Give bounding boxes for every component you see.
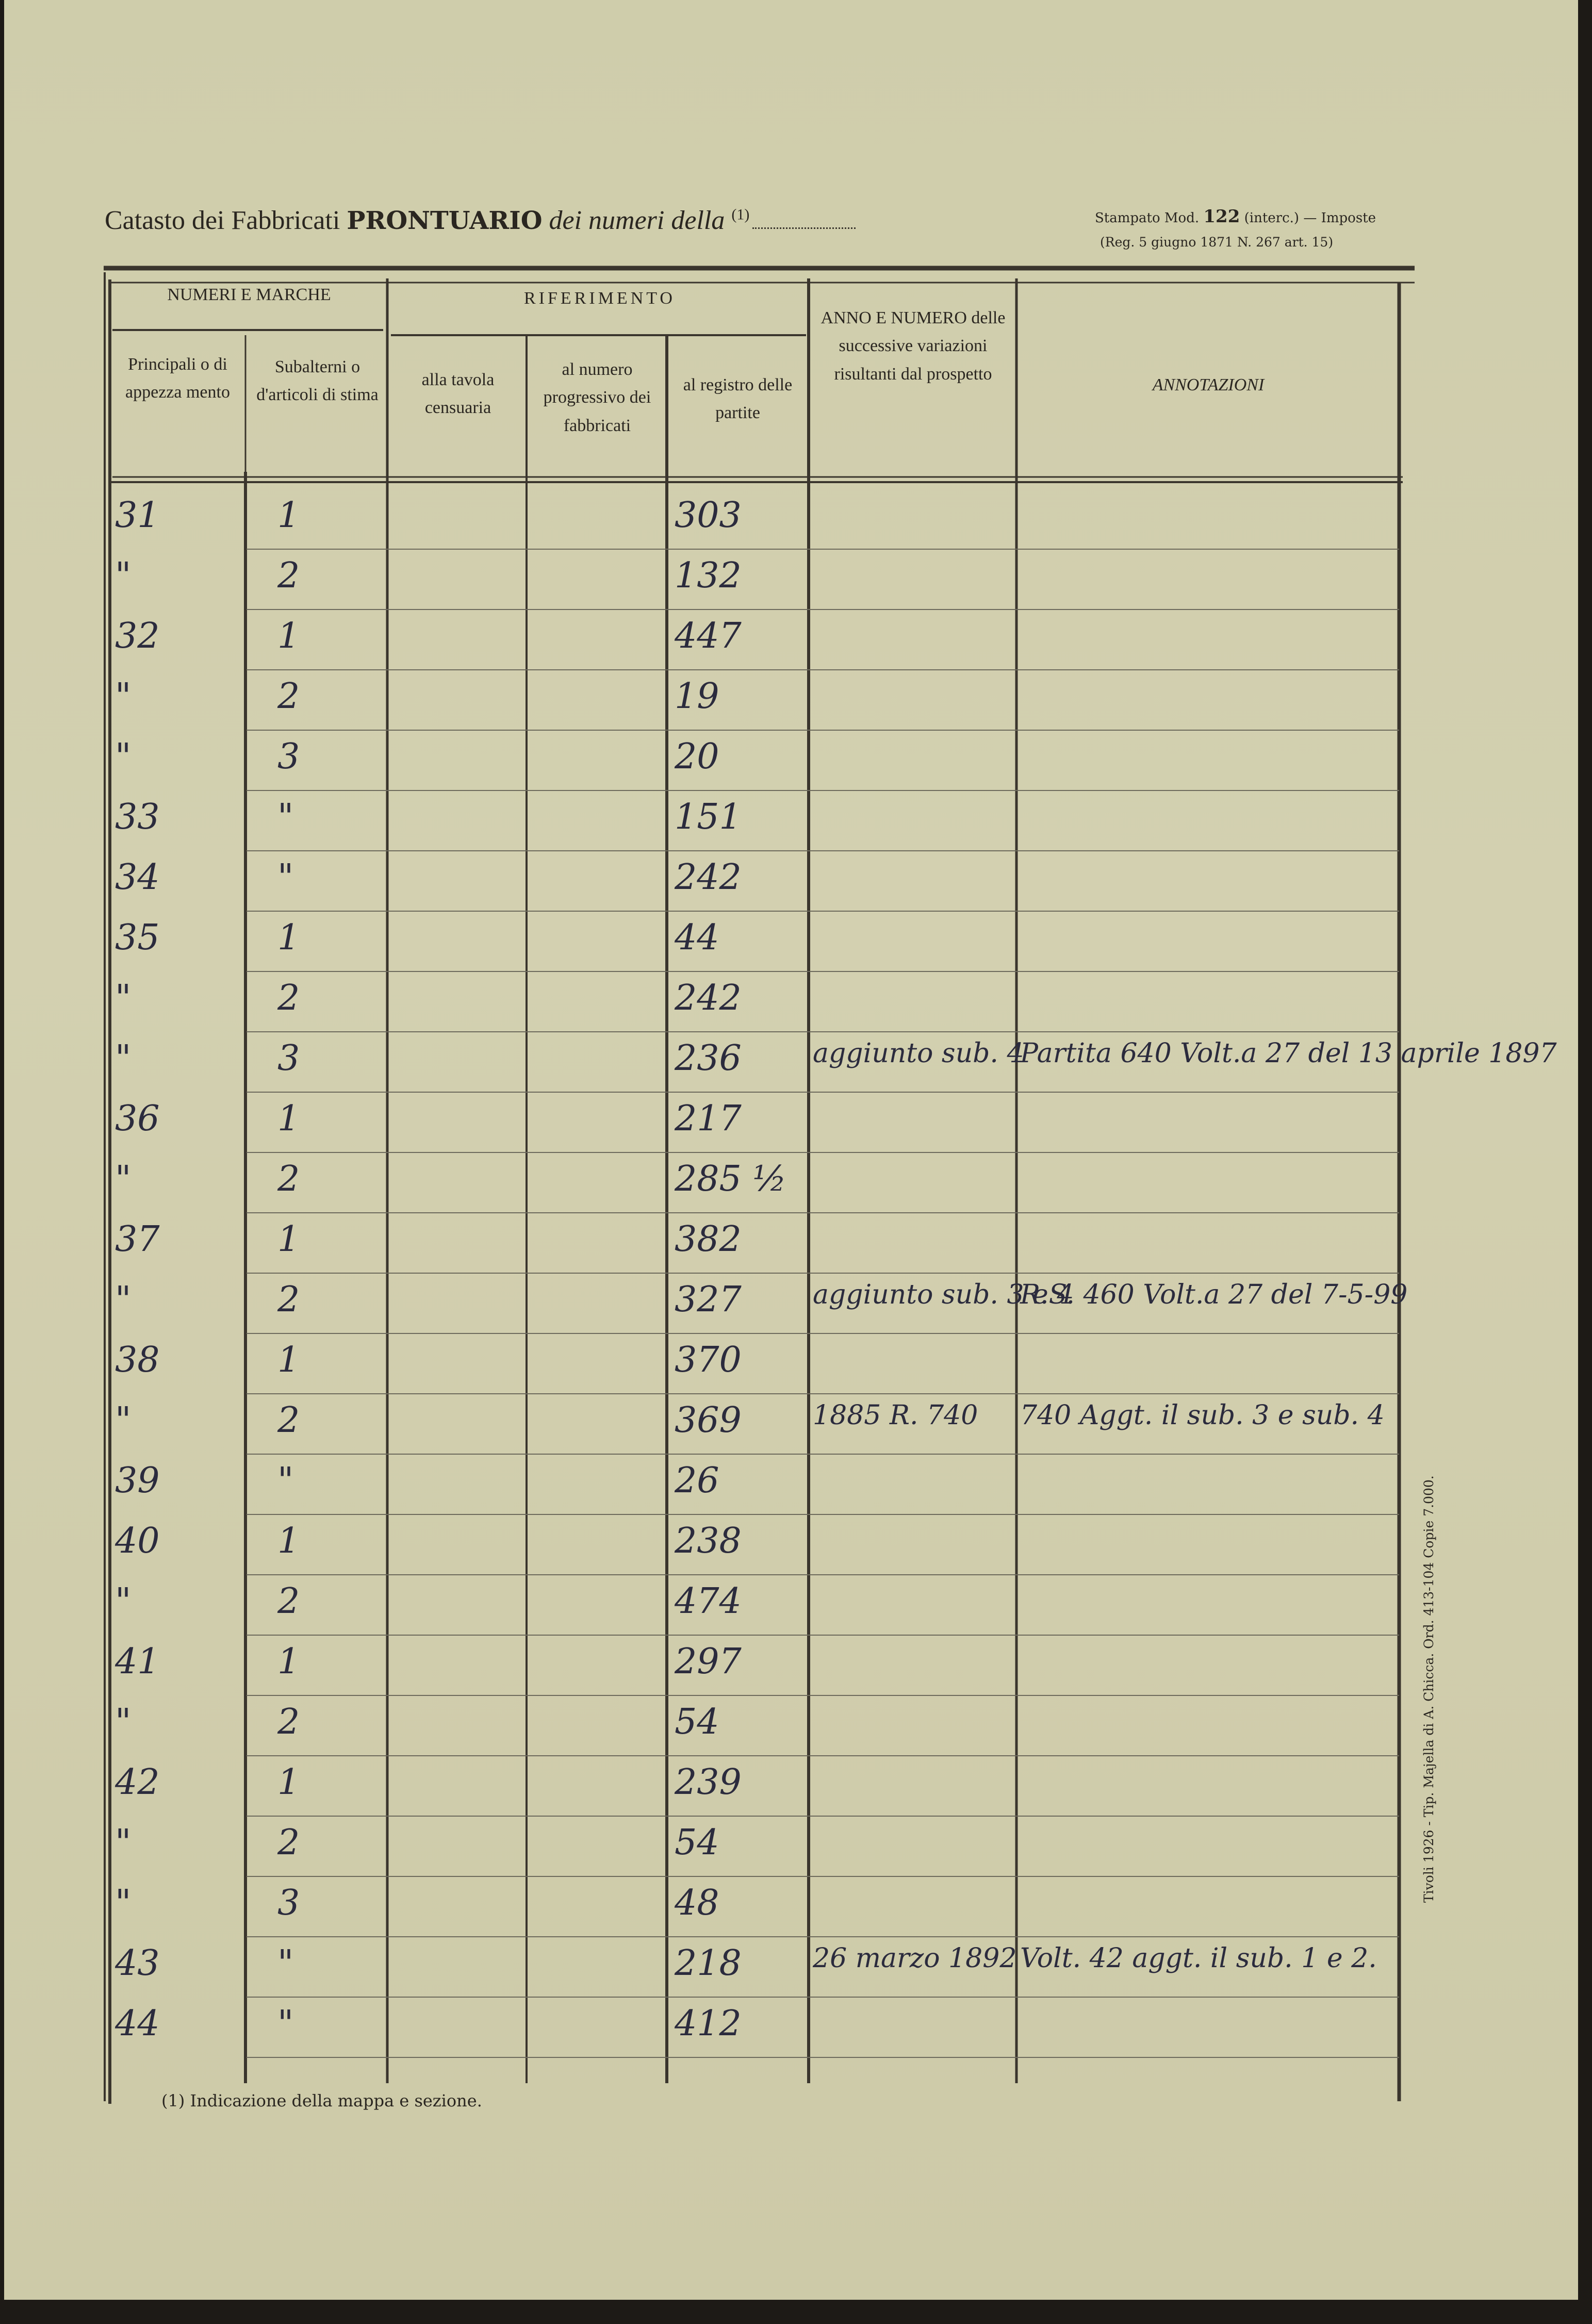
cell-registro: 369 <box>675 1400 742 1441</box>
cell-anno: 26 marzo 1892 <box>813 1943 1017 1974</box>
cell-registro: 236 <box>675 1038 742 1079</box>
cell-principale: 38 <box>115 1340 160 1380</box>
header-subalterni: Subalterni o d'articoli di stima <box>256 357 379 405</box>
cell-principale: " <box>115 1581 132 1622</box>
cell-principale: 42 <box>115 1762 160 1803</box>
cell-registro: 382 <box>675 1219 742 1260</box>
cell-annotazione: Partita 640 Volt.a 27 del 13 aprile 1897 <box>1020 1038 1557 1069</box>
header-annotazioni: ANNOTAZIONI <box>1152 375 1265 394</box>
cell-principale: 44 <box>115 2003 160 2044</box>
cell-subalterno: 2 <box>277 1581 300 1622</box>
cell-subalterno: 1 <box>277 1340 300 1380</box>
cell-registro: 370 <box>675 1340 742 1380</box>
cell-registro: 303 <box>675 495 742 536</box>
cell-principale: 39 <box>115 1460 160 1501</box>
cell-anno: aggiunto sub. 4 <box>813 1038 1024 1069</box>
cell-principale: " <box>115 555 132 596</box>
form-stamp: Stampato Mod. 122 (interc.) — Imposte <box>1095 206 1376 227</box>
cell-principale: 33 <box>115 797 160 837</box>
cell-registro: 238 <box>675 1521 742 1561</box>
header-principali: Principali o di appezza mento <box>125 355 230 402</box>
cell-registro: 151 <box>675 797 742 837</box>
cell-registro: 242 <box>675 857 742 898</box>
cell-annotazione: 740 Aggt. il sub. 3 e sub. 4 <box>1020 1400 1385 1431</box>
cell-principale: " <box>115 736 132 777</box>
cell-principale: " <box>115 1038 132 1079</box>
cell-subalterno: 3 <box>277 1883 300 1923</box>
cell-subalterno: 3 <box>277 1038 300 1079</box>
header-progressivo: al numero progressivo dei fabbricati <box>543 360 651 435</box>
cell-subalterno: 1 <box>277 1641 300 1682</box>
cell-registro: 327 <box>675 1279 742 1320</box>
cell-subalterno: 1 <box>277 1762 300 1803</box>
cell-registro: 218 <box>675 1943 742 1984</box>
cell-registro: 217 <box>675 1098 742 1139</box>
cell-subalterno: 2 <box>277 1279 300 1320</box>
cell-registro: 19 <box>675 676 719 717</box>
cell-registro: 474 <box>675 1581 742 1622</box>
cell-registro: 239 <box>675 1762 742 1803</box>
cell-principale: 31 <box>115 495 160 536</box>
header-numeri-marche: NUMERI E MARCHE <box>167 285 331 304</box>
cell-subalterno: 1 <box>277 1098 300 1139</box>
cell-principale: 37 <box>115 1219 160 1260</box>
cell-anno: aggiunto sub. 3 e 4 <box>813 1279 1074 1310</box>
cell-principale: " <box>115 1159 132 1199</box>
cell-subalterno: 2 <box>277 1159 300 1199</box>
cell-registro: 26 <box>675 1460 719 1501</box>
cell-principale: 36 <box>115 1098 160 1139</box>
cell-registro: 20 <box>675 736 719 777</box>
cell-principale: 43 <box>115 1943 160 1984</box>
cell-principale: 32 <box>115 616 160 656</box>
cell-subalterno: 1 <box>277 1219 300 1260</box>
cell-subalterno: 1 <box>277 495 300 536</box>
header-riferimento: RIFERIMENTO <box>524 289 676 308</box>
cell-principale: 41 <box>115 1641 160 1682</box>
cell-registro: 132 <box>675 555 742 596</box>
cell-subalterno: " <box>277 1943 294 1984</box>
cell-registro: 412 <box>675 2003 742 2044</box>
cell-subalterno: " <box>277 1460 294 1501</box>
cell-subalterno: 3 <box>277 736 300 777</box>
cell-subalterno: 1 <box>277 1521 300 1561</box>
cell-registro: 48 <box>675 1883 719 1923</box>
cell-subalterno: " <box>277 857 294 898</box>
header-tavola: alla tavola censuaria <box>421 370 495 418</box>
cell-principale: " <box>115 978 132 1018</box>
cell-subalterno: 2 <box>277 978 300 1018</box>
cell-registro: 54 <box>675 1822 719 1863</box>
cell-principale: " <box>115 1400 132 1441</box>
regulation-reference: (Reg. 5 giugno 1871 N. 267 art. 15) <box>1100 235 1334 250</box>
cell-subalterno: 2 <box>277 676 300 717</box>
header-anno-numero: ANNO E NUMERO delle successive variazioni risultanti dal prospetto <box>820 308 1006 384</box>
cell-subalterno: " <box>277 797 294 837</box>
cell-annotazione: Volt. 42 aggt. il sub. 1 e 2. <box>1020 1943 1377 1974</box>
cell-registro: 242 <box>675 978 742 1018</box>
cell-subalterno: 1 <box>277 917 300 958</box>
cell-principale: 35 <box>115 917 160 958</box>
cell-subalterno: 2 <box>277 1400 300 1441</box>
cell-subalterno: 2 <box>277 1822 300 1863</box>
cell-registro: 54 <box>675 1702 719 1742</box>
cell-principale: " <box>115 1822 132 1863</box>
cell-principale: " <box>115 1279 132 1320</box>
cell-registro: 44 <box>675 917 719 958</box>
printer-note: Tivoli 1926 - Tip. Majella di A. Chicca. Ord. 413-104 Copie 7.000. <box>1421 1475 1436 1903</box>
document-sheet <box>4 0 1578 2300</box>
cell-principale: " <box>115 1702 132 1742</box>
cell-subalterno: 2 <box>277 555 300 596</box>
header-registro: al registro delle partite <box>683 375 793 423</box>
cell-registro: 297 <box>675 1641 742 1682</box>
cell-principale: " <box>115 676 132 717</box>
cell-principale: 34 <box>115 857 160 898</box>
cell-subalterno: 1 <box>277 616 300 656</box>
cell-registro: 285 ½ <box>675 1159 787 1199</box>
cell-principale: " <box>115 1883 132 1923</box>
page-title: Catasto dei Fabbricati PRONTUARIO dei numeri della $^{(1)}$ <box>105 205 856 236</box>
footnote: (1) Indicazione della mappa e sezione. <box>161 2091 482 2111</box>
cell-subalterno: " <box>277 2003 294 2044</box>
cell-annotazione: R.S. 460 Volt.a 27 del 7-5-99 <box>1020 1279 1408 1310</box>
cell-principale: 40 <box>115 1521 160 1561</box>
cell-subalterno: 2 <box>277 1702 300 1742</box>
cell-registro: 447 <box>675 616 742 656</box>
cell-anno: 1885 R. 740 <box>813 1400 978 1431</box>
